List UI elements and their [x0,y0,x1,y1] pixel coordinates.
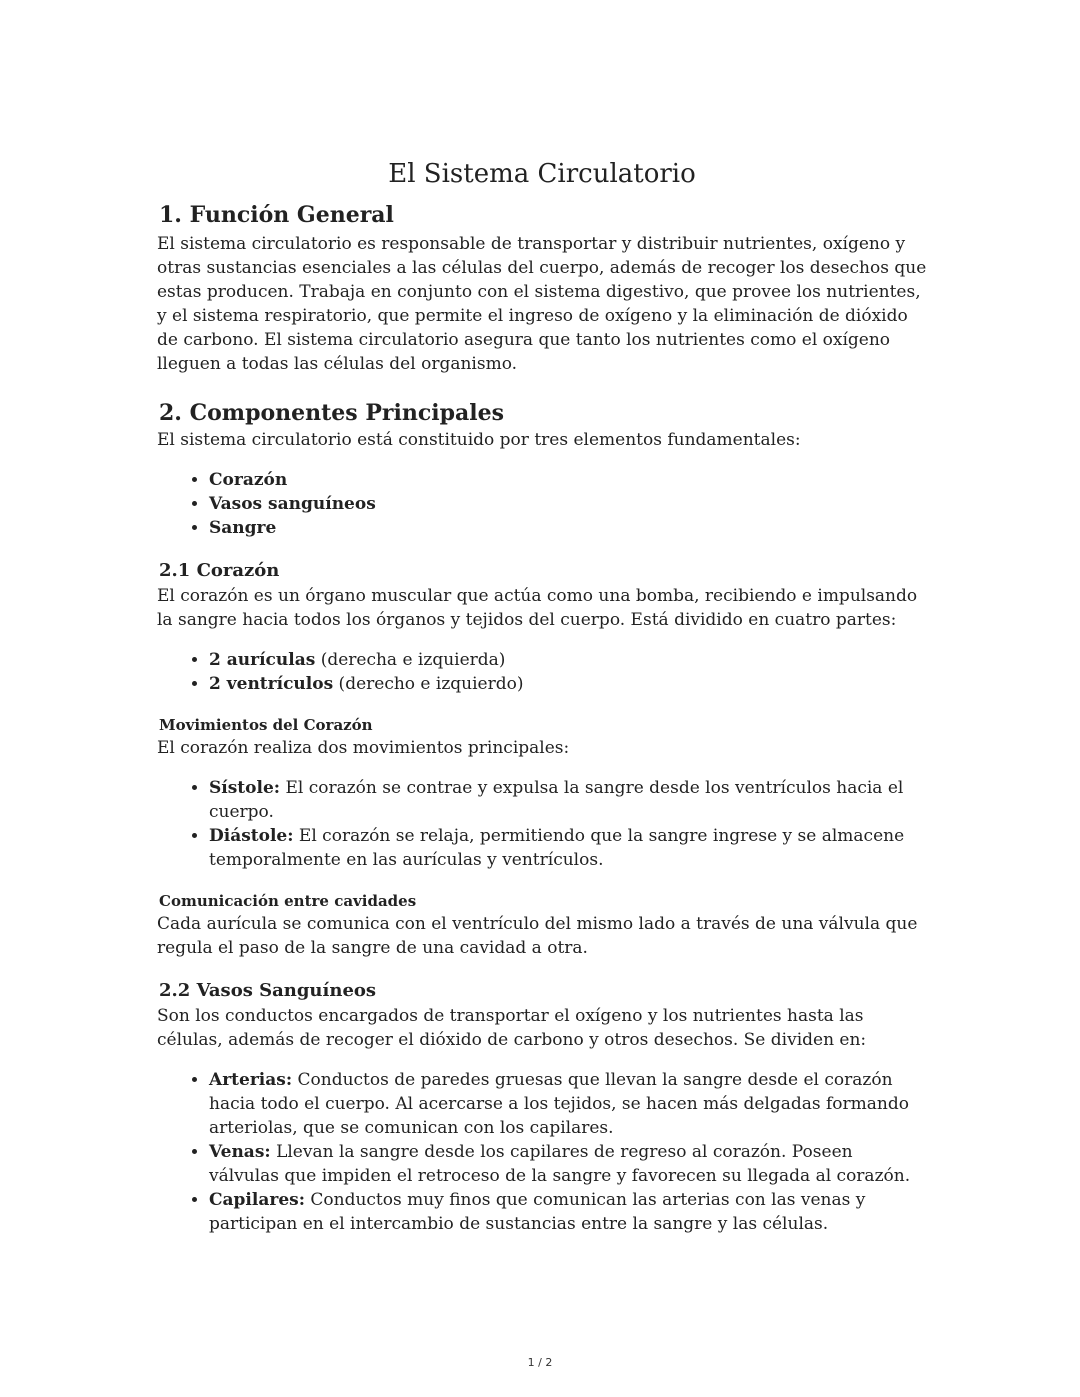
list-item [209,1068,927,1140]
subsection-body-corazon: El corazón es un órgano muscular que actúa como una bomba, recibiendo e impulsando la sangre hacia todos los órganos y tejidos del cuerpo. Está dividido en cuatro partes: [157,586,918,630]
chamber-term: 2 aurículas [209,650,316,670]
body-movimientos: El corazón realiza dos movimientos principales: [157,738,570,758]
list-item [209,516,927,540]
vessel-term: Arterias: [209,1070,293,1090]
list-item [209,824,927,872]
component-term: Sangre [209,518,277,538]
movement-term: Sístole: [209,778,281,798]
section-heading-funcion-general: 1. Función General [159,202,394,228]
movement-desc: El corazón se contrae y expulsa la sangre desde los ventrículos hacia el cuerpo. [209,778,904,822]
movements-list [157,776,927,872]
list-item [209,672,927,696]
list-item [209,648,927,672]
vessel-desc: Llevan la sangre desde los capilares de regreso al corazón. Poseen válvulas que impiden el retroceso de la sangre y favorecen su llegada al corazón. [209,1142,911,1186]
chamber-term: 2 ventrículos [209,674,334,694]
component-term: Vasos sanguíneos [209,494,376,514]
list-item [209,1188,927,1236]
vessel-term: Venas: [209,1142,271,1162]
document-content [157,156,927,1236]
subsection-body-vasos: Son los conductos encargados de transportar el oxígeno y los nutrientes hasta las células, además de recoger el dióxido de carbono y otros desechos. Se dividen en: [157,1006,867,1050]
section-body-funcion-general: El sistema circulatorio es responsable de transportar y distribuir nutrientes, oxígeno y otras sustancias esenciales a las células del cuerpo, además de recoger los desechos que estas producen. Trabaja en conjunto con el sistema digestivo, que provee los nutrientes, y el sistema respiratorio, que permite el ingreso de oxígeno y la eliminación de dióxido de carbono. El sistema circulatorio asegura que tanto los nutrientes como el oxígeno lleguen a todas las células del organismo. [157,234,927,374]
page-number: 1 / 2 [527,1356,553,1369]
section-heading-componentes: 2. Componentes Principales [159,400,504,426]
vessels-list [157,1068,927,1236]
component-term: Corazón [209,470,288,490]
components-list [157,468,927,540]
subheading-movimientos: Movimientos del Corazón [159,716,373,734]
movement-term: Diástole: [209,826,294,846]
list-item [209,492,927,516]
body-comunicacion: Cada aurícula se comunica con el ventrículo del mismo lado a través de una válvula que regula el paso de la sangre de una cavidad a otra. [157,914,918,958]
movement-desc: El corazón se relaja, permitiendo que la sangre ingrese y se almacene temporalmente en las aurículas y ventrículos. [209,826,905,870]
subheading-comunicacion: Comunicación entre cavidades [159,892,417,910]
list-item [209,468,927,492]
list-item [209,776,927,824]
subsection-heading-corazon: 2.1 Corazón [159,560,280,581]
vessel-term: Capilares: [209,1190,305,1210]
vessel-desc: Conductos de paredes gruesas que llevan la sangre desde el corazón hacia todo el cuerpo. Al acercarse a los tejidos, se hacen más delgadas formando arteriolas, que se comunican con los capilares. [209,1070,909,1138]
list-item [209,1140,927,1188]
chambers-list [157,648,927,696]
chamber-desc: (derecha e izquierda) [315,650,506,670]
chamber-desc: (derecho e izquierdo) [333,674,524,694]
vessel-desc: Conductos muy finos que comunican las arterias con las venas y participan en el intercambio de sustancias entre la sangre y las células. [209,1190,866,1234]
page-title: El Sistema Circulatorio [388,159,696,189]
section-body-componentes: El sistema circulatorio está constituido por tres elementos fundamentales: [157,430,801,450]
subsection-heading-vasos: 2.2 Vasos Sanguíneos [159,980,377,1001]
